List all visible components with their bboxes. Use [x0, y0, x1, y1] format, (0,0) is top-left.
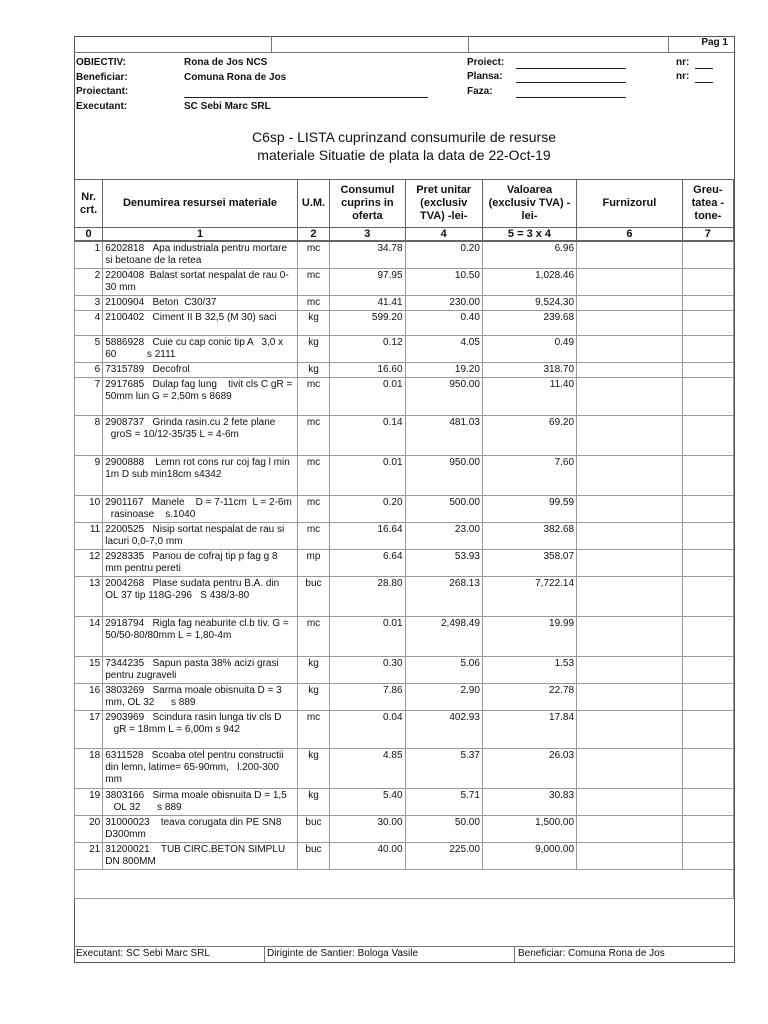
top-cell	[468, 36, 669, 52]
top-strip	[74, 36, 734, 53]
supplier	[577, 378, 683, 416]
value: 318.70	[482, 363, 576, 378]
unit: buc	[297, 843, 329, 870]
row-number: 6	[75, 363, 103, 378]
value: 1,028.46	[482, 269, 576, 296]
table-row	[75, 789, 734, 816]
weight	[682, 363, 733, 378]
unit: kg	[297, 363, 329, 378]
value: 6.96	[482, 241, 576, 269]
supplier	[577, 816, 683, 843]
row-number: 17	[75, 711, 103, 749]
column-number-row	[75, 228, 734, 242]
quantity: 0.20	[330, 496, 405, 523]
document-page	[74, 36, 734, 962]
row-number: 19	[75, 789, 103, 816]
col-header-um: U.M.	[297, 180, 329, 228]
weight	[682, 456, 733, 496]
unit: mc	[297, 496, 329, 523]
unit-price: 2.90	[405, 684, 482, 711]
quantity: 41.41	[330, 296, 405, 311]
unit-price: 4.05	[405, 336, 482, 363]
value: 11.40	[482, 378, 576, 416]
unit-price: 225.00	[405, 843, 482, 870]
quantity: 4.85	[330, 749, 405, 789]
footer-beneficiar: Beneficiar: Comuna Rona de Jos	[518, 948, 665, 959]
unit-price: 19.20	[405, 363, 482, 378]
unit: mp	[297, 550, 329, 577]
quantity: 0.12	[330, 336, 405, 363]
weight	[682, 336, 733, 363]
proiectant-label: Proiectant:	[76, 86, 129, 97]
obiectiv-value: Rona de Jos NCS	[184, 57, 268, 68]
row-number: 14	[75, 617, 103, 657]
table-row	[75, 311, 734, 336]
value: 26.03	[482, 749, 576, 789]
resource-name: 2100402 Ciment II B 32,5 (M 30) saci	[103, 311, 298, 336]
supplier	[577, 496, 683, 523]
table-row	[75, 241, 734, 269]
weight	[682, 657, 733, 684]
unit-price: 950.00	[405, 456, 482, 496]
weight	[682, 269, 733, 296]
table-row	[75, 336, 734, 363]
weight	[682, 311, 733, 336]
resource-name: 6202818 Apa industriala pentru mortare si betoane de la retea	[103, 241, 298, 269]
row-number: 16	[75, 684, 103, 711]
resources-table	[74, 179, 734, 899]
footer-executant: Executant: SC Sebi Marc SRL	[76, 948, 210, 959]
value: 358.07	[482, 550, 576, 577]
proiectant-blank-line	[184, 97, 428, 98]
weight	[682, 789, 733, 816]
unit: mc	[297, 456, 329, 496]
resource-name: 2900888 Lemn rot cons rur coj fag l min 1m D sub min18cm s4342	[103, 456, 298, 496]
resource-name: 3803166 Sirma moale obisnuita D = 1,5 OL 32 s 889	[103, 789, 298, 816]
footer-divider	[264, 947, 265, 962]
quantity: 0.14	[330, 416, 405, 456]
weight	[682, 577, 733, 617]
supplier	[577, 749, 683, 789]
table-row	[75, 577, 734, 617]
document-title-line-2: materiale Situatie de plata la data de 22-Oct-19	[257, 147, 551, 163]
supplier	[577, 843, 683, 870]
weight	[682, 296, 733, 311]
col-number: 0	[75, 228, 103, 242]
resource-name: 3803269 Sarma moale obisnuita D = 3 mm, OL 32 s 889	[103, 684, 298, 711]
resource-name: 6311528 Scoaba otel pentru constructii din lemn, latime= 65-90mm, l.200-300 mm	[103, 749, 298, 789]
row-number: 8	[75, 416, 103, 456]
weight	[682, 684, 733, 711]
plansa-nr-label: nr:	[676, 71, 690, 82]
resource-name: 2918794 Rigla fag neaburite cl.b tiv. G = 50/50-80/80mm L = 1,80-4m	[103, 617, 298, 657]
unit-price: 500.00	[405, 496, 482, 523]
supplier	[577, 363, 683, 378]
weight	[682, 416, 733, 456]
unit: mc	[297, 378, 329, 416]
unit-price: 268.13	[405, 577, 482, 617]
proiect-blank-line	[516, 68, 626, 69]
proiect-nr-blank	[695, 68, 713, 69]
table-row	[75, 416, 734, 456]
unit-price: 402.93	[405, 711, 482, 749]
col-number: 3	[330, 228, 405, 242]
obiectiv-label: OBIECTIV:	[76, 57, 127, 68]
plansa-blank-line	[516, 82, 626, 83]
supplier	[577, 577, 683, 617]
top-cell	[271, 36, 469, 52]
executant-label: Executant:	[76, 101, 128, 112]
table-row	[75, 378, 734, 416]
faza-label: Faza:	[467, 86, 493, 97]
resource-name: 7344235 Sapun pasta 38% acizi grasi pentru zugraveli	[103, 657, 298, 684]
col-number: 7	[682, 228, 733, 242]
table-row	[75, 523, 734, 550]
unit: mc	[297, 416, 329, 456]
unit-price: 53.93	[405, 550, 482, 577]
unit: kg	[297, 749, 329, 789]
row-number: 2	[75, 269, 103, 296]
value: 382.68	[482, 523, 576, 550]
unit-price: 230.00	[405, 296, 482, 311]
weight	[682, 816, 733, 843]
resource-name: 2917685 Dulap fag lung tivit cls C gR = 50mm lun G = 2,50m s 8689	[103, 378, 298, 416]
unit: mc	[297, 241, 329, 269]
unit-price: 50.00	[405, 816, 482, 843]
supplier	[577, 684, 683, 711]
table-row	[75, 296, 734, 311]
weight	[682, 749, 733, 789]
table-row	[75, 617, 734, 657]
value: 7,722.14	[482, 577, 576, 617]
weight	[682, 496, 733, 523]
resource-name: 31000023 teava corugata din PE SN8 D300mm	[103, 816, 298, 843]
supplier	[577, 789, 683, 816]
unit-price: 2,498.49	[405, 617, 482, 657]
unit: mc	[297, 523, 329, 550]
col-header-consum: Consumul cuprins in oferta	[330, 180, 405, 228]
supplier	[577, 550, 683, 577]
row-number: 7	[75, 378, 103, 416]
weight	[682, 550, 733, 577]
table-row	[75, 456, 734, 496]
table-header-row	[75, 180, 734, 228]
row-number: 9	[75, 456, 103, 496]
value: 19.99	[482, 617, 576, 657]
weight	[682, 523, 733, 550]
unit: buc	[297, 816, 329, 843]
table-row	[75, 816, 734, 843]
footer-diriginte: Diriginte de Santier: Bologa Vasile	[267, 948, 419, 959]
col-number: 4	[405, 228, 482, 242]
resource-name: 7315789 Decofrol	[103, 363, 298, 378]
quantity: 97.95	[330, 269, 405, 296]
row-number: 4	[75, 311, 103, 336]
col-header-denumire: Denumirea resursei materiale	[103, 180, 298, 228]
col-header-furnizor: Furnizorul	[577, 180, 683, 228]
value: 17.84	[482, 711, 576, 749]
table-row	[75, 550, 734, 577]
weight	[682, 617, 733, 657]
quantity: 0.01	[330, 456, 405, 496]
unit-price: 5.71	[405, 789, 482, 816]
resource-name: 5886928 Cuie cu cap conic tip A 3,0 x 60 s 2111	[103, 336, 298, 363]
unit: mc	[297, 296, 329, 311]
document-title-line-1: C6sp - LISTA cuprinzand consumurile de resurse	[252, 129, 556, 145]
unit-price: 10.50	[405, 269, 482, 296]
col-header-pret: Pret unitar (exclusiv TVA) -lei-	[405, 180, 482, 228]
unit: kg	[297, 336, 329, 363]
row-number: 11	[75, 523, 103, 550]
resource-name: 2901167 Manele D = 7-11cm L = 2-6m rasinoase s.1040	[103, 496, 298, 523]
row-number: 10	[75, 496, 103, 523]
value: 7.60	[482, 456, 576, 496]
table-row	[75, 684, 734, 711]
weight	[682, 843, 733, 870]
unit-price: 0.20	[405, 241, 482, 269]
proiect-label: Proiect:	[467, 57, 505, 68]
quantity: 6.64	[330, 550, 405, 577]
footer-divider	[514, 947, 515, 962]
row-number: 12	[75, 550, 103, 577]
unit-price: 481.03	[405, 416, 482, 456]
unit: kg	[297, 311, 329, 336]
value: 99.59	[482, 496, 576, 523]
unit-price: 5.06	[405, 657, 482, 684]
col-header-nr: Nr. crt.	[75, 180, 103, 228]
unit: buc	[297, 577, 329, 617]
value: 239.68	[482, 311, 576, 336]
unit: kg	[297, 684, 329, 711]
supplier	[577, 241, 683, 269]
quantity: 30.00	[330, 816, 405, 843]
unit-price: 0.40	[405, 311, 482, 336]
table-row	[75, 269, 734, 296]
supplier	[577, 269, 683, 296]
executant-value: SC Sebi Marc SRL	[184, 101, 271, 112]
table-empty-row	[75, 870, 734, 899]
quantity: 40.00	[330, 843, 405, 870]
resource-name: 2908737 Grinda rasin.cu 2 fete plane groS = 10/12-35/35 L = 4-6m	[103, 416, 298, 456]
col-number: 5 = 3 x 4	[482, 228, 576, 242]
value: 9,000.00	[482, 843, 576, 870]
supplier	[577, 617, 683, 657]
quantity: 0.30	[330, 657, 405, 684]
row-number: 3	[75, 296, 103, 311]
supplier	[577, 456, 683, 496]
unit-price: 950.00	[405, 378, 482, 416]
unit: mc	[297, 711, 329, 749]
row-number: 21	[75, 843, 103, 870]
quantity: 0.01	[330, 378, 405, 416]
value: 9,524.30	[482, 296, 576, 311]
col-number: 6	[577, 228, 683, 242]
plansa-nr-blank	[695, 82, 713, 83]
quantity: 5.40	[330, 789, 405, 816]
supplier	[577, 296, 683, 311]
row-number: 18	[75, 749, 103, 789]
table-row	[75, 843, 734, 870]
quantity: 0.01	[330, 617, 405, 657]
table-row	[75, 363, 734, 378]
quantity: 16.60	[330, 363, 405, 378]
supplier	[577, 711, 683, 749]
beneficiar-label: Beneficiar:	[76, 72, 128, 83]
row-number: 5	[75, 336, 103, 363]
col-number: 2	[297, 228, 329, 242]
supplier	[577, 523, 683, 550]
value: 1.53	[482, 657, 576, 684]
unit-price: 23.00	[405, 523, 482, 550]
table-row	[75, 496, 734, 523]
table-row	[75, 711, 734, 749]
quantity: 0.04	[330, 711, 405, 749]
unit-price: 5.37	[405, 749, 482, 789]
table-body	[75, 241, 734, 870]
faza-blank-line	[516, 97, 626, 98]
value: 1,500.00	[482, 816, 576, 843]
quantity: 16.64	[330, 523, 405, 550]
quantity: 7.86	[330, 684, 405, 711]
resource-name: 2100904 Beton C30/37	[103, 296, 298, 311]
value: 0.49	[482, 336, 576, 363]
value: 22.78	[482, 684, 576, 711]
weight	[682, 711, 733, 749]
table-row	[75, 749, 734, 789]
row-number: 15	[75, 657, 103, 684]
resource-name: 2004268 Plase sudata pentru B.A. din OL 37 tip 118G-296 S 438/3-80	[103, 577, 298, 617]
signature-footer	[74, 946, 734, 962]
quantity: 34.78	[330, 241, 405, 269]
unit: mc	[297, 617, 329, 657]
weight	[682, 241, 733, 269]
col-number: 1	[103, 228, 298, 242]
table-row	[75, 657, 734, 684]
unit: kg	[297, 789, 329, 816]
value: 30.83	[482, 789, 576, 816]
supplier	[577, 657, 683, 684]
resource-name: 2200408 Balast sortat nespalat de rau 0-30 mm	[103, 269, 298, 296]
supplier	[577, 336, 683, 363]
page-number: Pag 1	[701, 37, 728, 48]
top-cell	[74, 36, 272, 52]
supplier	[577, 311, 683, 336]
plansa-label: Plansa:	[467, 71, 503, 82]
quantity: 599.20	[330, 311, 405, 336]
resource-name: 31200021 TUB CIRC.BETON SIMPLU DN 800MM	[103, 843, 298, 870]
row-number: 20	[75, 816, 103, 843]
supplier	[577, 416, 683, 456]
beneficiar-value: Comuna Rona de Jos	[184, 72, 287, 83]
unit: mc	[297, 269, 329, 296]
resource-name: 2928335 Panou de cofraj tip p fag g 8 mm pentru pereti	[103, 550, 298, 577]
value: 69.20	[482, 416, 576, 456]
resource-name: 2903969 Scindura rasin lunga tiv cls D gR = 18mm L = 6,00m s 942	[103, 711, 298, 749]
quantity: 28.80	[330, 577, 405, 617]
unit: kg	[297, 657, 329, 684]
col-header-valoare: Valoarea (exclusiv TVA) -lei-	[482, 180, 576, 228]
proiect-nr-label: nr:	[676, 57, 690, 68]
row-number: 13	[75, 577, 103, 617]
resource-name: 2200525 Nisip sortat nespalat de rau si lacuri 0,0-7,0 mm	[103, 523, 298, 550]
row-number: 1	[75, 241, 103, 269]
weight	[682, 378, 733, 416]
col-header-greutate: Greu- tatea -tone-	[682, 180, 733, 228]
